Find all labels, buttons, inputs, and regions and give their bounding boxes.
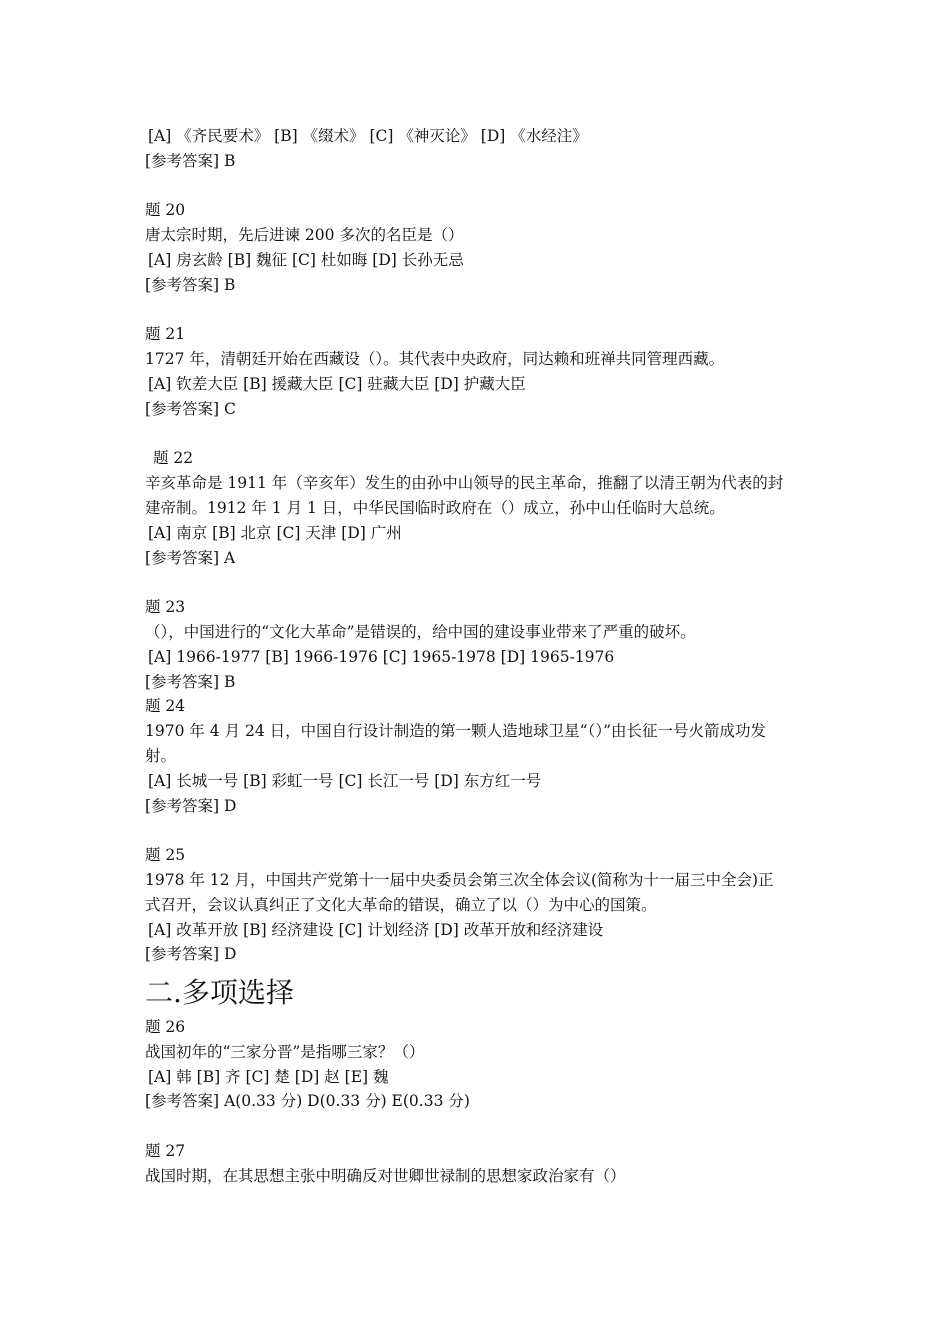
reference-answer: [参考答案] A(0.33 分) D(0.33 分) E(0.33 分)	[145, 1092, 470, 1111]
question-title: 题 27	[145, 1142, 186, 1161]
question-text-line-1: 1970 年 4 月 24 日，中国自行设计制造的第一颗人造地球卫星“（）”由长征一号火箭成功发	[145, 722, 767, 741]
question-options: [A] 房玄龄 [B] 魏征 [C] 杜如晦 [D] 长孙无忌	[148, 250, 464, 269]
question-text-line-2: 建帝制。1912 年 1 月 1 日，中华民国临时政府在（）成立，孙中山任临时大总统。	[145, 498, 725, 517]
question-text: 唐太宗时期，先后进谏 200 多次的名臣是（）	[145, 226, 464, 245]
reference-answer: [参考答案] B	[145, 151, 236, 170]
question-text: 战国初年的“三家分晋”是指哪三家？（）	[145, 1042, 425, 1061]
question-text-line-2: 式召开，会议认真纠正了文化大革命的错误，确立了以（）为中心的国策。	[145, 895, 657, 914]
question-text: 战国时期，在其思想主张中明确反对世卿世禄制的思想家政治家有（）	[145, 1166, 626, 1185]
reference-answer: [参考答案] D	[145, 796, 237, 815]
spacer	[145, 174, 815, 199]
question-title: 题 20	[145, 201, 186, 220]
question-text: （），中国进行的“文化大革命”是错误的，给中国的建设事业带来了严重的破坏。	[145, 622, 696, 641]
section-heading: 二.多项选择	[145, 976, 294, 1010]
question-options: [A] 长城一号 [B] 彩虹一号 [C] 长江一号 [D] 东方红一号	[148, 771, 542, 790]
question-title: 题 22	[153, 449, 194, 468]
question-options: [A] 南京 [B] 北京 [C] 天津 [D] 广州	[148, 523, 402, 542]
spacer	[145, 422, 815, 447]
question-title: 题 25	[145, 846, 186, 865]
question-title: 题 21	[145, 325, 186, 344]
question-options: [A] 钦差大臣 [B] 援藏大臣 [C] 驻藏大臣 [D] 护藏大臣	[148, 374, 526, 393]
spacer	[145, 298, 815, 323]
reference-answer: [参考答案] B	[145, 672, 236, 691]
question-text: 1727 年，清朝廷开始在西藏设（）。其代表中央政府，同达赖和班禅共同管理西藏。	[145, 350, 725, 369]
question-title: 题 23	[145, 598, 186, 617]
question-options: [A] 1966-1977 [B] 1966-1976 [C] 1965-1978 [D] 1965-1976	[148, 647, 615, 666]
spacer	[145, 818, 815, 843]
spacer	[145, 1114, 815, 1139]
question-text-line-1: 1978 年 12 月，中国共产党第十一届中央委员会第三次全体会议(简称为十一届三中全会)正	[145, 870, 774, 889]
reference-answer: [参考答案] D	[145, 945, 237, 964]
reference-answer: [参考答案] C	[145, 399, 236, 418]
question-title: 题 26	[145, 1018, 186, 1037]
document-page	[145, 124, 815, 1189]
question-options: [A] 韩 [B] 齐 [C] 楚 [D] 赵 [E] 魏	[148, 1067, 389, 1086]
question-text-line-2: 射。	[145, 746, 177, 765]
reference-answer: [参考答案] A	[145, 548, 236, 567]
question-options: [A] 改革开放 [B] 经济建设 [C] 计划经济 [D] 改革开放和经济建设	[148, 920, 604, 939]
spacer	[145, 570, 815, 595]
question-text-line-1: 辛亥革命是 1911 年（辛亥年）发生的由孙中山领导的民主革命，推翻了以清王朝为代表的封	[145, 474, 784, 493]
question-options: [A] 《齐民要术》 [B] 《缀术》 [C] 《神灭论》 [D] 《水经注》	[148, 127, 588, 145]
reference-answer: [参考答案] B	[145, 275, 236, 294]
question-title: 题 24	[145, 697, 186, 716]
